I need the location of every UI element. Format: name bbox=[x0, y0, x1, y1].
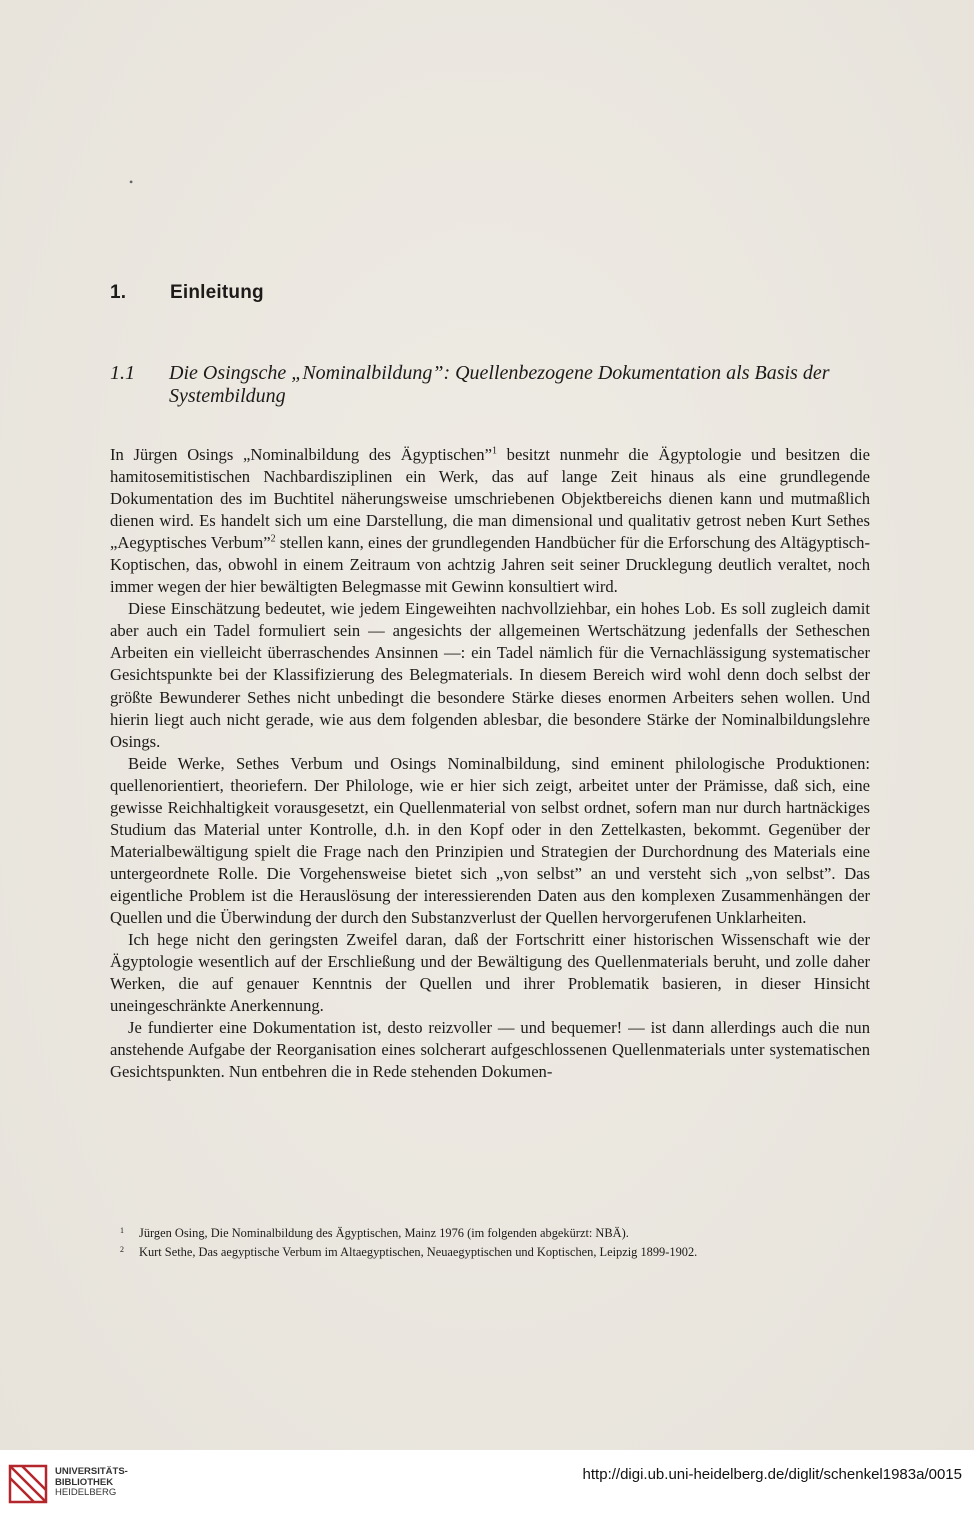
footnote-text: Kurt Sethe, Das aegyptische Verbum im Altaegyptischen, Neuaegyptischen und Koptischen, Leipzig 1899-1902. bbox=[139, 1245, 698, 1259]
section-number: 1.1 bbox=[110, 362, 135, 384]
chapter-number: 1. bbox=[110, 282, 127, 303]
university-library-logo-icon bbox=[8, 1464, 48, 1504]
paragraph bbox=[110, 444, 870, 598]
footnotes bbox=[120, 1224, 880, 1262]
text-run: Je fundierter eine Dokumentation ist, desto reizvoller — und bequemer! — ist dann allerdings auch die nun anstehende Aufgabe der Reorganisation eines solcherart aufgeschlossenen Quellenmaterials unter systematischen Gesichtspunkten. Nun entbehren die in Rede stehenden Dokumen- bbox=[110, 1018, 870, 1082]
text-run: Ich hege nicht den geringsten Zweifel daran, daß der Fortschritt einer historischen Wissenschaft wie der Ägyptologie wesentlich auf der Erschließung und der Bewältigung des Quellenmaterials beruht, und zolle daher Werken, die auf genauer Kenntnis der Quellen und ihrer Problematik basieren, in dieser Hinsicht uneingeschränkte Anerkennung. bbox=[110, 930, 870, 1016]
paragraph bbox=[110, 1017, 870, 1083]
section-title: Die Osingsche „Nominalbildung”: Quellenbezogene Dokumentation als Basis der Systembildung bbox=[169, 362, 830, 407]
chapter-title: Einleitung bbox=[170, 282, 264, 303]
text-run: In Jürgen Osings „Nominalbildung des Ägyptischen” bbox=[110, 445, 492, 464]
chapter-heading bbox=[110, 282, 264, 304]
footnote-ref: 1 bbox=[491, 445, 497, 457]
section-heading bbox=[110, 362, 870, 408]
viewer-footer bbox=[0, 1450, 974, 1530]
paragraph bbox=[110, 753, 870, 929]
footnote-ref: 2 bbox=[270, 533, 276, 545]
paragraph bbox=[110, 598, 870, 752]
body-text bbox=[110, 444, 870, 1083]
footnote-text: Jürgen Osing, Die Nominalbildung des Ägyptischen, Mainz 1976 (im folgenden abgekürzt: NBÄ). bbox=[139, 1226, 629, 1240]
text-run: Beide Werke, Sethes Verbum und Osings Nominalbildung, sind eminent philologische Produktionen: quellenorientiert, theoriefern. Der Philologe, wie er hier sich zeigt, arbeitet unter der Prämisse, daß sich, eine gewisse Reichhaltigkeit vorausgesetzt, ein Quellenmaterial von selbst ordnet, sofern man nur durch hartnäckiges Studium das Material unter Kontrolle, d.h. in den Kopf oder in den Zettelkasten, bekommt. Gegenüber der Materialbewältigung spielt die Frage nach den Prinzipien und Strategien der Durchordnung des Materials eine untergeordnete Rolle. Die Vorgehensweise bietet sich „von selbst” an und versteht sich „von selbst”. Das eigentliche Problem ist die Herauslösung der interessierenden Daten aus den komplexen Zusammenhängen der Quellen und die Überwindung der durch den Substanzverlust der Quellen hervorgerufenen Unklarheiten. bbox=[110, 753, 870, 927]
library-name: UNIVERSITÄTS- BIBLIOTHEK HEIDELBERG bbox=[55, 1466, 128, 1498]
footnote: 1 Jürgen Osing, Die Nominalbildung des Ägyptischen, Mainz 1976 (im folgenden abgekürzt: NBÄ). bbox=[120, 1226, 629, 1240]
footnote: 2 Kurt Sethe, Das aegyptische Verbum im Altaegyptischen, Neuaegyptischen und Koptischen, Leipzig 1899-1902. bbox=[120, 1245, 698, 1259]
text-run: stellen kann, eines der grundlegenden Handbücher für die Erforschung des Altägyptisch-Koptischen, das, obwohl in einem Zeitraum von achtzig Jahren seit seiner Drucklegung deutlich veraltet, noch immer wegen der hier bewältigten Belegmasse mit Gewinn konsultiert wird. bbox=[110, 533, 870, 597]
ink-speck: • bbox=[129, 175, 134, 189]
permalink-url[interactable]: http://digi.ub.uni-heidelberg.de/diglit/schenkel1983a/0015 bbox=[582, 1466, 962, 1483]
text-run: besitzt nunmehr die Ägyptologie und besitzen die hamitosemitistischen Nachbardisziplinen ein Werk, das auf lange Zeit hinaus als eine grundlegende Dokumentation des im Buchtitel näherungsweise umschriebenen Objektbereichs dienen kann und mutmaßlich dienen wird. Es handelt sich um eine Darstellung, die man dimensional und qualitativ getrost neben Kurt Sethes „Aegyptisches Verbum” bbox=[110, 445, 870, 553]
text-run: Diese Einschätzung bedeutet, wie jedem Eingeweihten nachvollziehbar, ein hohes Lob. Es soll zugleich damit aber auch ein Tadel formuliert sein — angesichts der allgemeinen Wertschätzung jedenfalls der Setheschen Arbeiten ein vielleicht überraschendes Ansinnen —: ein Tadel nämlich für die Vernachlässigung systematischer Gesichtspunkte bei der Klassifizierung des Belegmaterials. In diesem Bereich wird wohl denn doch selbst der größte Bewunderer Sethes nicht unbedingt die besondere Stärke dieses enormen Arbeiters sehen wollen. Und hierin liegt auch nicht gerade, wie aus dem folgenden ablesbar, die besondere Stärke der Nominalbildungslehre Osings. bbox=[110, 599, 870, 751]
paragraph bbox=[110, 929, 870, 1017]
